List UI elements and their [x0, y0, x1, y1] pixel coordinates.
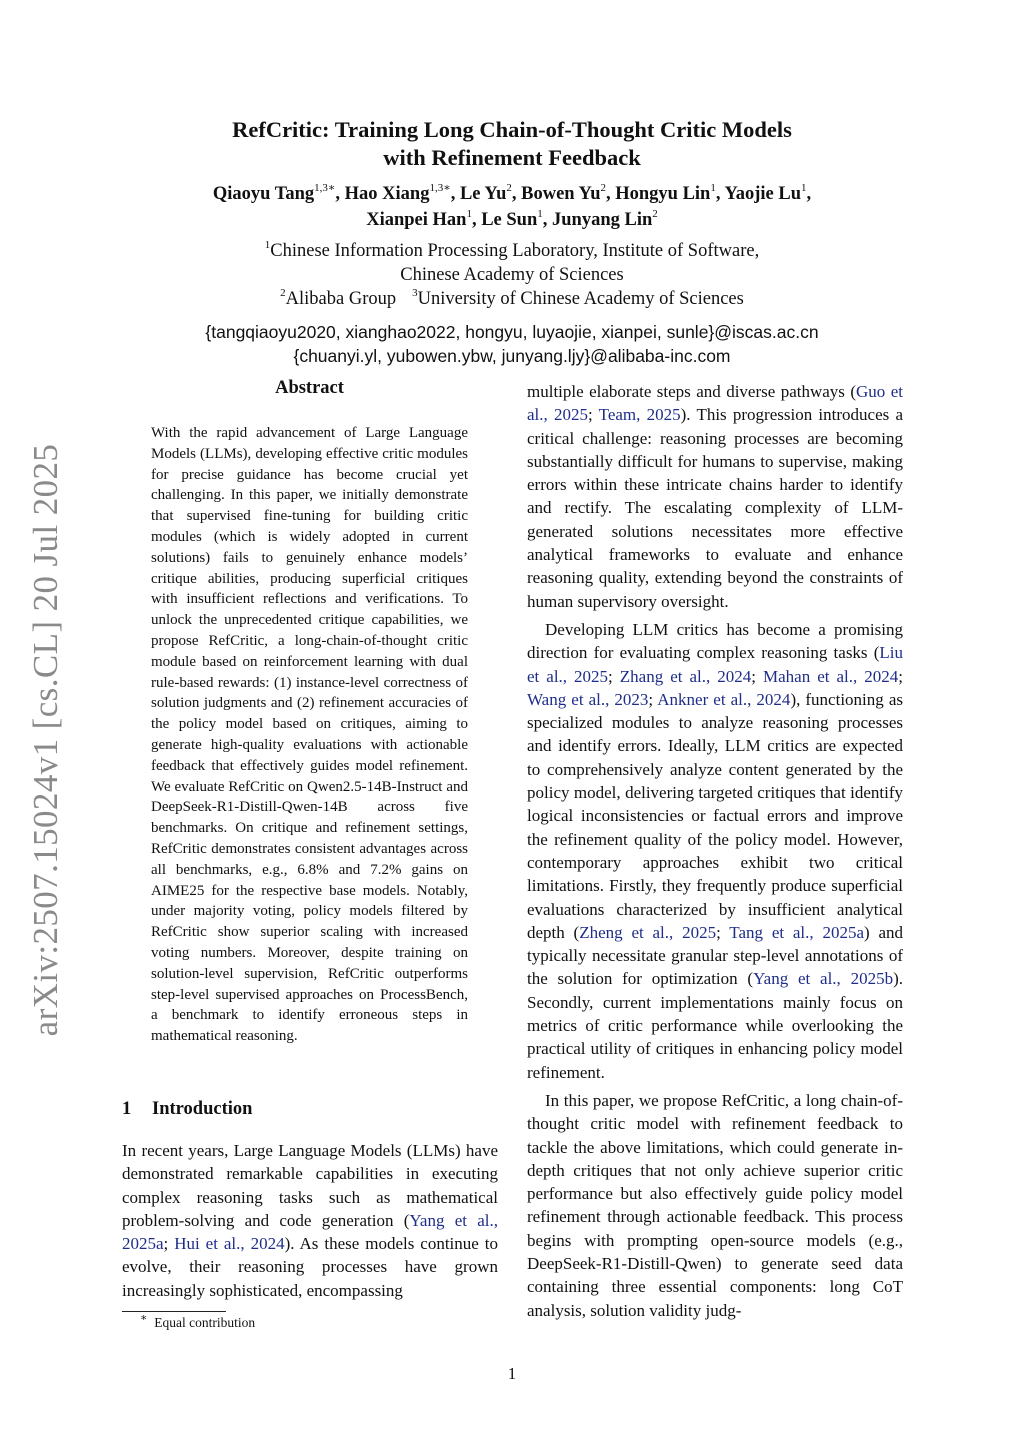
- affiliation-1-line-1: Chinese Information Processing Laboratory, Institute of Software,: [270, 241, 760, 261]
- author-affiliation-mark: 1: [710, 181, 716, 194]
- author-list: Qiaoyu Tang$^{1,3∗}$, Hao Xiang$^{1,3∗}$, Le Yu$^2$, Bowen Yu$^2$, Hongyu Lin$^1$, Yaojie Lu$^1$, Xianpei Han$^1$, Le Sun$^1$, Junyang Lin$^2$: [212, 181, 812, 230]
- citation-link[interactable]: Liu et al., 2025: [527, 643, 903, 686]
- author-affiliation-mark: 1,3∗: [429, 181, 451, 194]
- citation-separator: ;: [588, 405, 599, 425]
- abstract-heading: Abstract: [275, 378, 344, 398]
- body-text: ). Secondly, current implementations mainly focus on metrics of critic performance while overlooking the practical utility of critiques in enhancing policy model refinement.: [527, 969, 903, 1082]
- author-affiliation-mark: 2: [600, 181, 606, 194]
- author-affiliation-mark: 1,3∗: [314, 181, 336, 194]
- affiliation-mark: 3: [412, 286, 418, 299]
- affiliation-mark: 1: [264, 238, 271, 251]
- section-heading-introduction: [122, 1099, 252, 1120]
- body-text: ) and typically necessitate granular step-level annotations of the solution for optimization (: [527, 922, 903, 989]
- citation-link[interactable]: Yang et al., 2025a: [122, 1210, 498, 1254]
- email-line-1: {tangqiaoyu2020, xianghao2022, hongyu, luyaojie, xianpei, sunle}@iscas.ac.cn: [205, 322, 819, 342]
- citation-link[interactable]: Team, 2025: [598, 405, 681, 425]
- author-affiliation-mark: 1: [537, 207, 543, 220]
- citation-link[interactable]: Guo et al., 2025: [527, 382, 903, 425]
- author-name: Hongyu Lin: [615, 184, 711, 204]
- body-text: In recent years, Large Language Models (LLMs) have demonstrated remarkable capabilities in executing complex reasoning tasks such as mathematical problem-solving and code generation (: [122, 1141, 498, 1230]
- affiliation-mark: 2: [280, 286, 286, 299]
- page-number: 1: [507, 1364, 517, 1383]
- arxiv-identifier-stamp: arXiv:2507.15024v1 [cs.CL] 20 Jul 2025: [26, 443, 65, 1037]
- title-line-1: RefCritic: Training Long Chain-of-Thought Critic Models: [232, 117, 792, 142]
- author-affiliation-mark: 1: [801, 181, 807, 194]
- affiliations: [122, 239, 902, 311]
- right-column: [527, 380, 903, 1322]
- citation-link[interactable]: Mahan et al., 2024: [763, 666, 899, 686]
- citation-separator: ;: [648, 689, 658, 709]
- author-emails: [122, 320, 902, 368]
- author-name: Le Yu: [459, 184, 507, 204]
- affiliation-2: Alibaba Group: [285, 289, 397, 309]
- citation-link[interactable]: Zhang et al., 2024: [619, 666, 752, 686]
- author-name: Le Sun: [481, 210, 538, 230]
- section-number: 1: [122, 1099, 132, 1119]
- author-name: Bowen Yu: [521, 184, 601, 204]
- title-line-2: with Refinement Feedback: [383, 145, 641, 170]
- footnote-text: Equal contribution: [154, 1315, 256, 1330]
- author-affiliation-mark: 2: [652, 207, 658, 220]
- author-affiliation-mark: 1: [466, 207, 472, 220]
- footnote-divider: [122, 1311, 226, 1312]
- citation-separator: ;: [608, 666, 620, 686]
- footnote: [140, 1311, 256, 1331]
- author-name: Qiaoyu Tang: [212, 184, 315, 204]
- introduction-paragraph-3: In this paper, we propose RefCritic, a long chain-of-thought critic model with refinement feedback to tackle the above limitations, which could generate in-depth critiques that not only achieve superior critic performance but also effectively guide policy model refinement through actionable feedback. This process begins with prompting open-source models (e.g., DeepSeek-R1-Distill-Qwen) to generate seed data containing three essential components: long CoT analysis, solution validity judg-: [527, 1090, 903, 1320]
- author-affiliation-mark: 2: [506, 181, 512, 194]
- introduction-paragraph-1-continued: [527, 380, 903, 613]
- paper-title: [122, 116, 902, 172]
- citation-separator: ;: [163, 1234, 175, 1254]
- body-text: multiple elaborate steps and diverse pathways (: [527, 382, 857, 401]
- citation-link[interactable]: Zheng et al., 2025: [579, 922, 717, 942]
- citation-link[interactable]: Yang et al., 2025b: [753, 969, 894, 989]
- affiliation-3: University of Chinese Academy of Sciences: [417, 289, 744, 309]
- introduction-paragraph-1: [122, 1139, 498, 1302]
- section-title: Introduction: [152, 1099, 253, 1119]
- email-line-2: {chuanyi.yl, yubowen.ybw, junyang.ljy}@alibaba-inc.com: [293, 346, 731, 366]
- citation-separator: ;: [716, 922, 730, 942]
- citation-separator: ;: [898, 666, 903, 686]
- author-name: Xianpei Han: [366, 210, 467, 230]
- body-text: ). As these models continue to evolve, their reasoning processes have grown increasingly sophisticated, encompassing: [122, 1234, 498, 1300]
- citation-link[interactable]: Ankner et al., 2024: [657, 689, 791, 709]
- author-name: Hao Xiang: [344, 184, 430, 204]
- affiliation-1-line-2: Chinese Academy of Sciences: [400, 265, 624, 285]
- body-text: ), functioning as specialized modules to analyze reasoning processes and identify errors. Ideally, LLM critics are expected to comprehensively analyze content generated by the policy model, delivering targeted critiques that identify logical inconsistencies or factual errors and improve the refinement quality of the policy model. However, contemporary approaches exhibit two critical limitations. Firstly, they frequently produce superficial evaluations characterized by insufficient analytical depth (: [527, 689, 903, 942]
- citation-separator: ;: [751, 666, 763, 686]
- citation-link[interactable]: Tang et al., 2025a: [729, 922, 864, 942]
- footnote-mark: ∗: [140, 1311, 148, 1324]
- citation-link[interactable]: Hui et al., 2024: [174, 1234, 285, 1254]
- body-text: ). This progression introduces a critical challenge: reasoning processes are becoming substantially difficult for humans to supervise, making errors within these intricate chains harder to identify and rectify. The escalating complexity of LLM-generated solutions necessitates more effective analytical frameworks to evaluate and enhance reasoning quality, extending beyond the constraints of human supervisory oversight.: [527, 405, 903, 611]
- body-text: Developing LLM critics has become a promising direction for evaluating complex reasoning tasks (: [527, 619, 903, 663]
- introduction-paragraph-2: [527, 618, 903, 1084]
- citation-link[interactable]: Wang et al., 2023: [527, 689, 649, 709]
- abstract-text: With the rapid advancement of Large Language Models (LLMs), developing effective critic modules for precise guidance has become crucial yet challenging. In this paper, we initially demonstrate that supervised fine-tuning for building critic modules (which is widely adopted in current solutions) fails to genuinely enhance models’ critique abilities, producing superficial critiques with insufficient reflections and verifications. To unlock the unprecedented critique capabilities, we propose RefCritic, a long-chain-of-thought critic module based on reinforcement learning with dual rule-based rewards: (1) instance-level correctness of solution judgments and (2) refinement accuracies of the policy model based on critiques, aiming to generate high-quality evaluations with actionable feedback that effectively guides model refinement. We evaluate RefCritic on Qwen2.5-14B-Instruct and DeepSeek-R1-Distill-Qwen-14B across five benchmarks. On critique and refinement settings, RefCritic demonstrates consistent advantages across all benchmarks, e.g., 6.8% and 7.2% gains on AIME25 for the respective base models. Notably, under majority voting, policy models filtered by RefCritic show superior scaling with increased voting numbers. Moreover, despite training on solution-level supervision, RefCritic outperforms step-level supervised approaches on ProcessBench, a benchmark to identify erroneous steps in mathematical reasoning.: [151, 425, 468, 1045]
- author-name: Junyang Lin: [552, 210, 653, 230]
- author-name: Yaojie Lu: [724, 184, 802, 204]
